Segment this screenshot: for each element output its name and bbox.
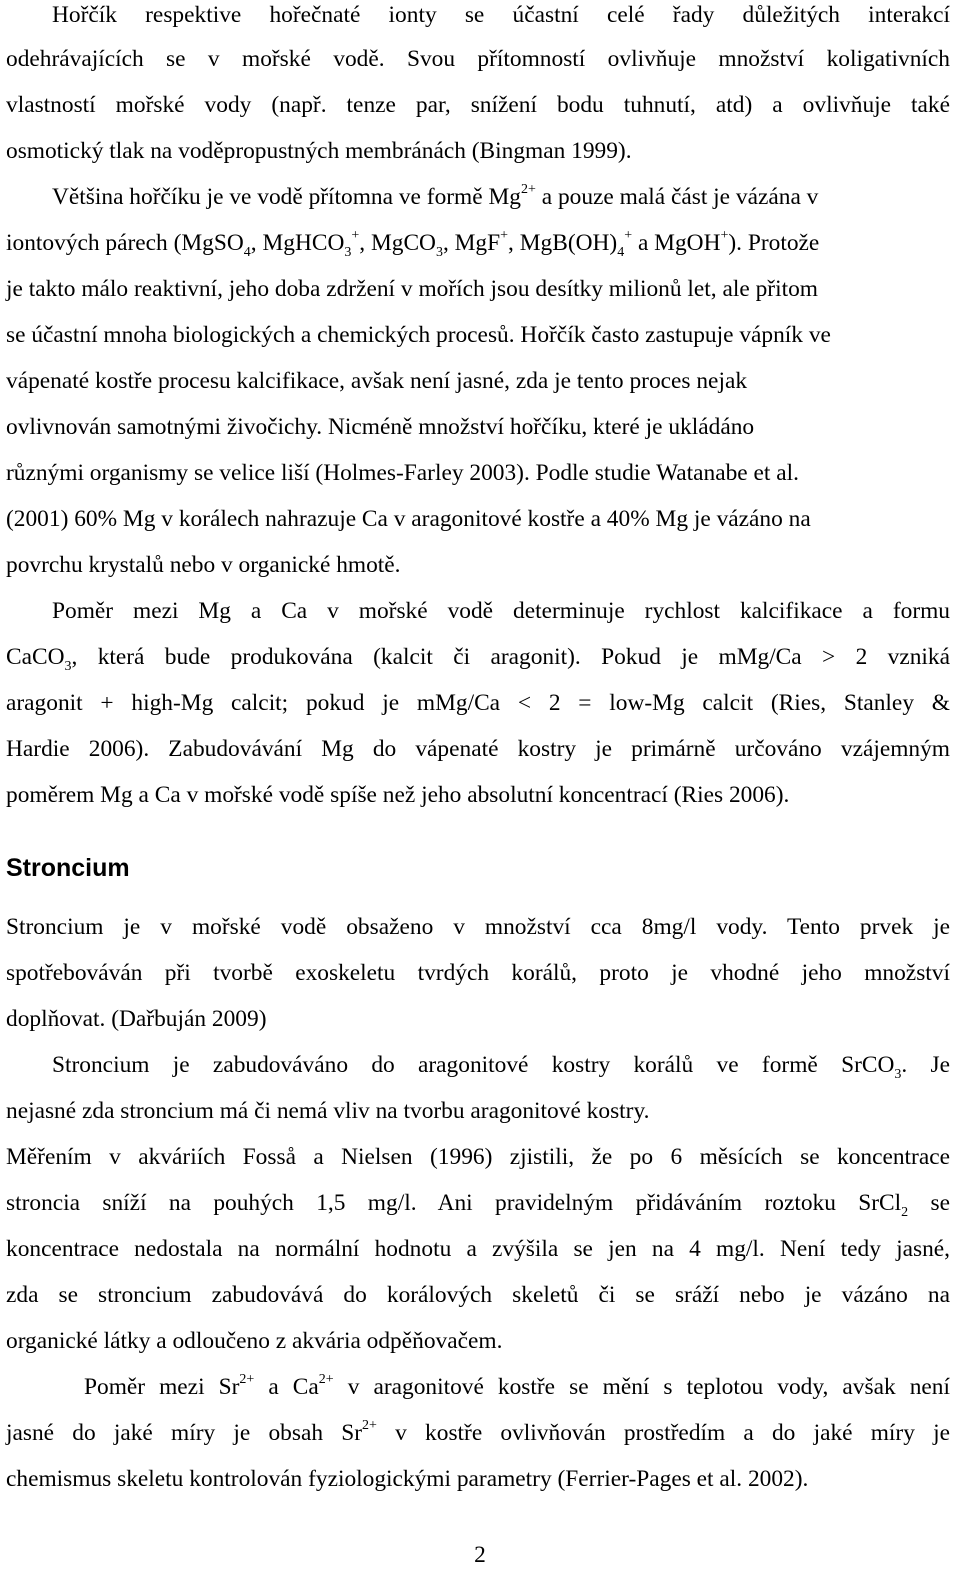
text-run: organické látky a odloučeno z akvária odpěňovačem. [6, 1328, 503, 1354]
subscript: 3 [435, 245, 443, 260]
text-run: stroncia sníží na pouhých 1,5 mg/l. Ani pravidelným přidáváním roztoku SrCl [6, 1190, 902, 1216]
text-run: , MgB(OH) [508, 230, 618, 256]
text-line [6, 642, 950, 672]
text-run: , MgF [442, 230, 501, 256]
subscript: 3 [344, 245, 352, 260]
text-line [6, 1142, 950, 1172]
text-run: , MgHCO [250, 230, 345, 256]
superscript: + [351, 228, 360, 243]
text-line [6, 1004, 950, 1034]
text-line [6, 1096, 950, 1126]
text-line [6, 1280, 950, 1310]
text-run: Poměr mezi Sr [84, 1374, 240, 1400]
text-run: Hořčík respektive hořečnaté ionty se účastní celé řady důležitých interakcí [52, 2, 950, 28]
superscript: 2+ [318, 1372, 334, 1387]
text-line [6, 780, 950, 810]
subscript: 3 [64, 659, 72, 674]
text-run: povrchu krystalů nebo v organické hmotě. [6, 552, 401, 578]
text-run: chemismus skeletu kontrolován fyziologickými parametry (Ferrier-Pages et al. 2002). [6, 1466, 809, 1492]
page-number: 2 [474, 1542, 486, 1568]
text-run: v aragonitové kostře se mění s teplotou vody, avšak není [333, 1374, 950, 1400]
text-line [6, 550, 950, 580]
text-run: CaCO [6, 644, 65, 670]
text-run: v kostře ovlivňován prostředím a do jaké míry je [376, 1420, 950, 1446]
text-line [6, 504, 950, 534]
text-line [6, 136, 950, 166]
text-line [6, 688, 950, 718]
text-run: . Je [901, 1052, 950, 1078]
text-run: (2001) 60% Mg v korálech nahrazuje Ca v aragonitové kostře a 40% Mg je vázáno na [6, 506, 811, 532]
text-run: koncentrace nedostala na normální hodnotu a zvýšila se jen na 4 mg/l. Není tedy jasné, [6, 1236, 950, 1262]
text-line [6, 274, 950, 304]
text-line [84, 1372, 950, 1402]
text-line [52, 1050, 950, 1080]
text-run: aragonit + high-Mg calcit; pokud je mMg/Ca < 2 = low-Mg calcit (Ries, Stanley & [6, 690, 950, 716]
text-run: je takto málo reaktivní, jeho doba zdržení v mořích jsou desítky milionů let, ale přitom [6, 276, 818, 302]
text-line [52, 182, 950, 212]
text-line [52, 596, 950, 626]
text-run: a pouze malá část je vázána v [535, 184, 819, 210]
text-run: vápenaté kostře procesu kalcifikace, avšak není jasné, zda je tento proces nejak [6, 368, 748, 394]
text-line [6, 412, 950, 442]
text-line [6, 366, 950, 396]
text-run: se [908, 1190, 950, 1216]
text-run: osmotický tlak na voděpropustných membránách (Bingman 1999). [6, 138, 632, 164]
text-line [6, 458, 950, 488]
text-line [52, 0, 950, 30]
text-run: , MgCO [359, 230, 436, 256]
superscript: 2+ [520, 182, 536, 197]
text-run: se účastní mnoha biologických a chemických procesů. Hořčík často zastupuje vápník ve [6, 322, 831, 348]
text-line [6, 90, 950, 120]
text-run: iontových párech (MgSO [6, 230, 244, 256]
text-run: vlastností mořské vody (např. tenze par, snížení bodu tuhnutí, atd) a ovlivňuje také [6, 92, 950, 118]
subscript: 4 [243, 245, 251, 260]
text-run: nejasné zda stroncium má či nemá vliv na tvorbu aragonitové kostry. [6, 1098, 650, 1124]
text-line [6, 1464, 950, 1494]
text-run: a Ca [254, 1374, 319, 1400]
subscript: 4 [617, 245, 625, 260]
text-run: ). Protože [728, 230, 820, 256]
text-line [6, 320, 950, 350]
section-heading: Stroncium [6, 854, 130, 882]
superscript: 2+ [362, 1418, 377, 1433]
text-run: zda se stroncium zabudovává do korálových skeletů či se sráží nebo je vázáno na [6, 1282, 950, 1308]
text-line [6, 1326, 950, 1356]
text-run: ovlivnován samotnými živočichy. Nicméně množství hořčíku, které je ukládáno [6, 414, 755, 440]
text-run: Hardie 2006). Zabudovávání Mg do vápenaté kostry je primárně určováno vzájemným [6, 736, 950, 762]
text-run: Měřením v akváriích Fosså a Nielsen (1996) zjistili, že po 6 měsících se koncentrace [6, 1144, 950, 1170]
superscript: 2+ [239, 1372, 255, 1387]
subscript: 3 [894, 1067, 902, 1082]
text-line [6, 912, 950, 942]
text-line [6, 734, 950, 764]
text-run: odehrávajících se v mořské vodě. Svou přítomností ovlivňuje množství koligativních [6, 46, 950, 72]
text-run: jasné do jaké míry je obsah Sr [6, 1420, 363, 1446]
text-run: doplňovat. (Dařbuján 2009) [6, 1006, 267, 1032]
superscript: + [624, 228, 633, 243]
text-line [6, 228, 950, 258]
text-run: spotřebováván při tvorbě exoskeletu tvrdých korálů, proto je vhodné jeho množství [6, 960, 950, 986]
text-line [6, 1188, 950, 1218]
text-run: a MgOH [632, 230, 721, 256]
text-run: Stroncium je zabudováváno do aragonitové kostry korálů ve formě SrCO [52, 1052, 895, 1078]
text-run: , která bude produkována (kalcit či aragonit). Pokud je mMg/Ca > 2 vzniká [71, 644, 950, 670]
subscript: 2 [901, 1205, 909, 1220]
text-line [6, 958, 950, 988]
superscript: + [720, 228, 729, 243]
text-line [6, 1234, 950, 1264]
text-run: poměrem Mg a Ca v mořské vodě spíše než jeho absolutní koncentrací (Ries 2006). [6, 782, 790, 808]
text-run: Stroncium je v mořské vodě obsaženo v množství cca 8mg/l vody. Tento prvek je [6, 914, 950, 940]
superscript: + [500, 228, 509, 243]
text-run: Většina hořčíku je ve vodě přítomna ve formě Mg [52, 184, 521, 210]
text-line [6, 44, 950, 74]
text-run: různými organismy se velice liší (Holmes-Farley 2003). Podle studie Watanabe et al. [6, 460, 799, 486]
text-run: Poměr mezi Mg a Ca v mořské vodě determinuje rychlost kalcifikace a formu [52, 598, 950, 624]
text-line [6, 1418, 950, 1448]
